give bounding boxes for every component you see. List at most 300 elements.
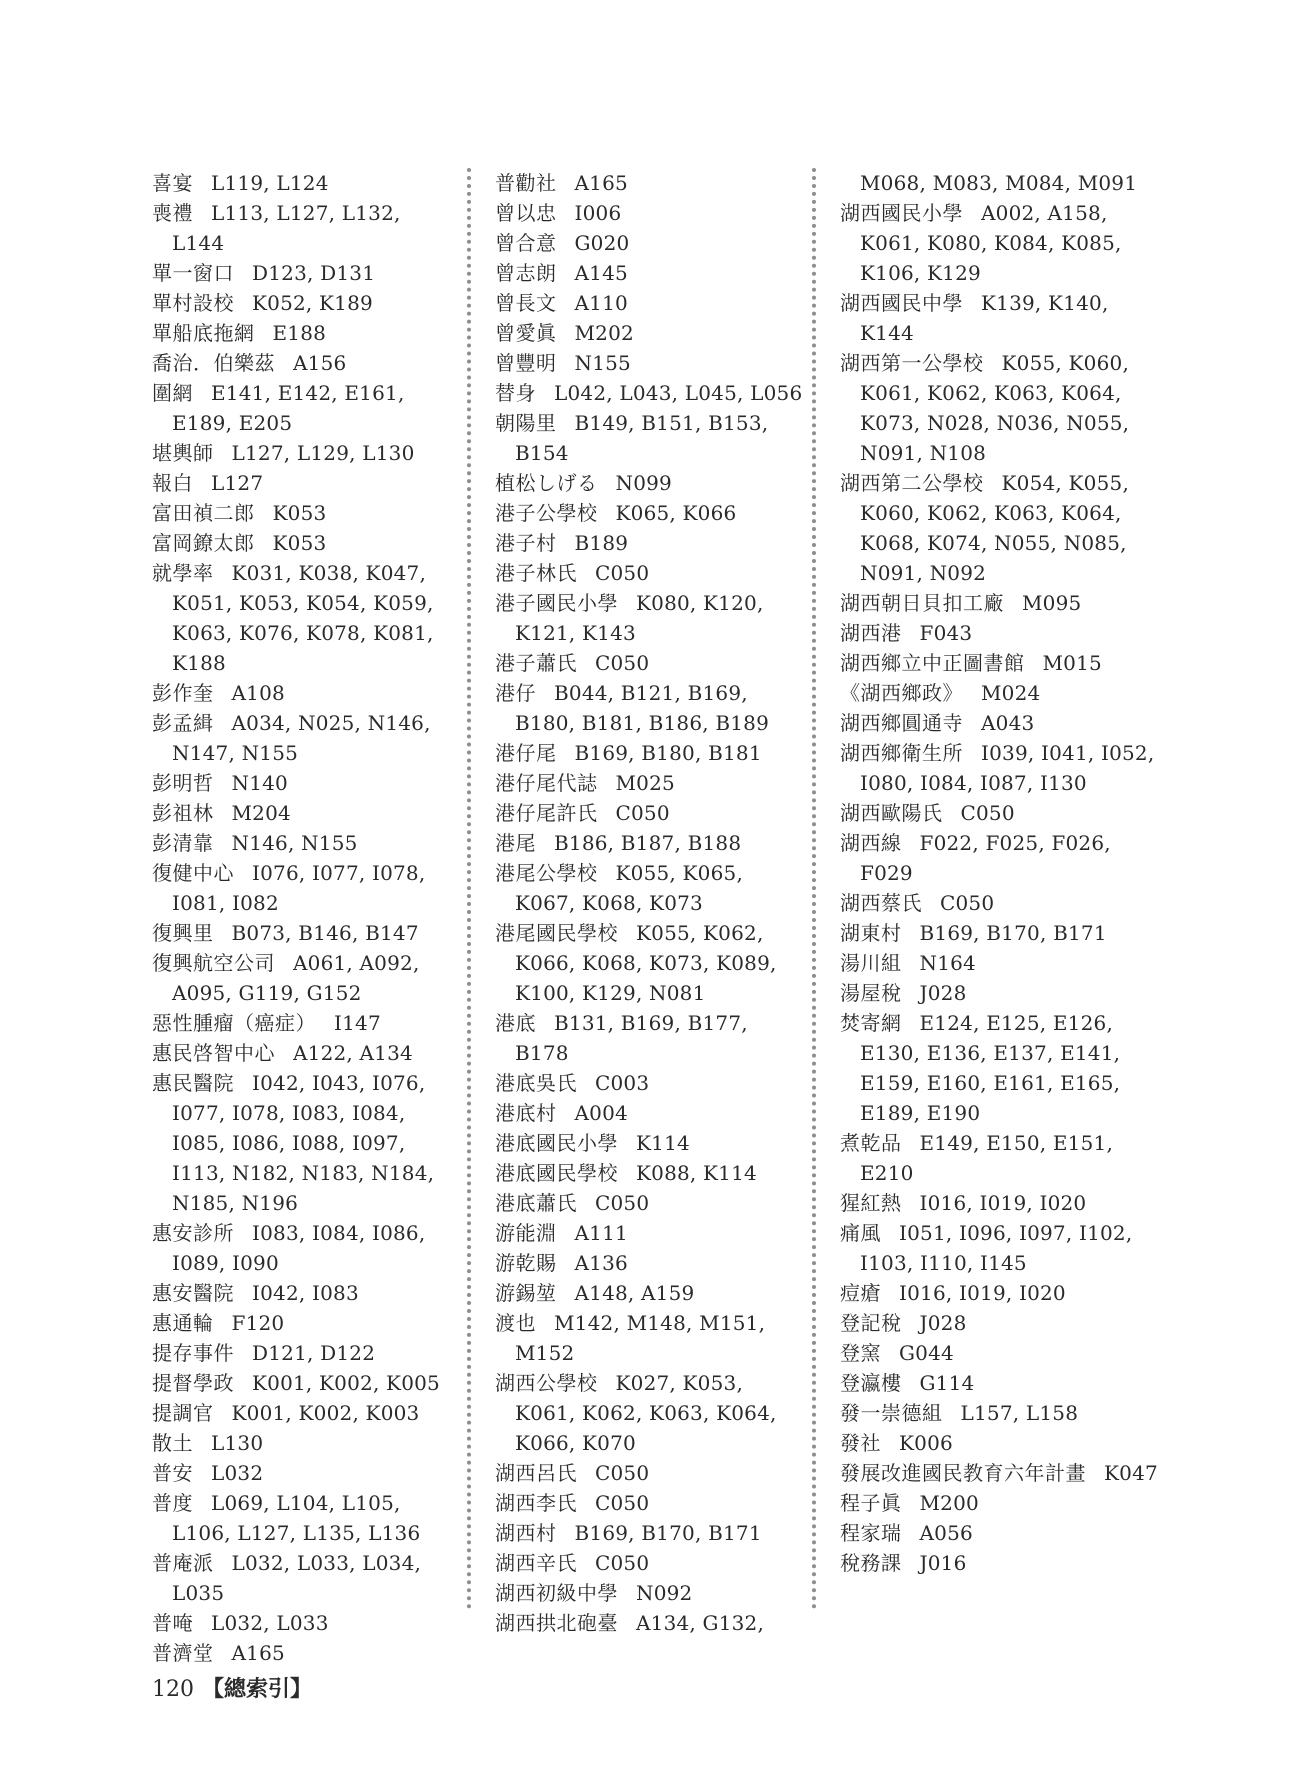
index-entry [495, 858, 805, 918]
index-refs: B169, B180, B181 [574, 741, 762, 765]
index-entry [152, 798, 452, 828]
index-refs: I006 [574, 201, 622, 225]
index-entry [152, 258, 452, 288]
index-refs: L032, L033 [211, 1611, 329, 1635]
index-term: 港子林氏 [495, 561, 577, 585]
index-refs: K065, K066 [615, 501, 737, 525]
index-entry [495, 348, 805, 378]
index-term: 湖西鄉衛生所 [840, 741, 963, 765]
index-refs: L130 [211, 1431, 264, 1455]
index-entry [152, 1008, 452, 1038]
index-refs: D121, D122 [252, 1341, 376, 1365]
index-refs: K088, K114 [636, 1161, 757, 1185]
index-entry [152, 558, 452, 678]
index-refs: A004 [574, 1101, 628, 1125]
index-term: 港底 [495, 1011, 536, 1035]
page-number: 120 [152, 1677, 194, 1702]
index-entry [840, 1398, 1160, 1428]
index-term: 湖西村 [495, 1521, 557, 1545]
index-entry [152, 528, 452, 558]
index-term: 普度 [152, 1491, 193, 1515]
index-refs: I039, I041, I052, I080, I084, I087, I130 [860, 741, 1155, 795]
index-term: 湯川組 [840, 951, 902, 975]
index-term: 港子村 [495, 531, 557, 555]
index-entry [840, 1188, 1160, 1218]
index-term: 程子眞 [840, 1491, 902, 1515]
index-term: 痛風 [840, 1221, 881, 1245]
index-term: 普濟堂 [152, 1641, 214, 1665]
index-term: 惠民醫院 [152, 1071, 234, 1095]
index-term: 就學率 [152, 561, 214, 585]
index-refs: A061, A092, A095, G119, G152 [172, 951, 420, 1005]
index-refs: I042, I043, I076, I077, I078, I083, I084, I085, I086, I088, I097, I113, N182, N183, N184, N185, N196 [172, 1071, 435, 1215]
index-refs: C003 [595, 1071, 650, 1095]
index-entry [840, 1458, 1160, 1488]
index-refs: L119, L124 [211, 171, 329, 195]
index-entry [495, 1128, 805, 1158]
index-refs: L157, L158 [960, 1401, 1079, 1425]
index-entry [495, 288, 805, 318]
index-entry [152, 1398, 452, 1428]
index-entry [152, 168, 452, 198]
index-entry [840, 1428, 1160, 1458]
index-entry [495, 168, 805, 198]
index-entry [495, 1068, 805, 1098]
index-term: 湖西國民小學 [840, 201, 963, 225]
index-term: 提調官 [152, 1401, 214, 1425]
index-entry [495, 468, 805, 498]
index-refs: N155 [574, 351, 631, 375]
index-refs: K001, K002, K003 [231, 1401, 420, 1425]
index-refs: A122, A134 [293, 1041, 413, 1065]
index-term: 湖西第二公學校 [840, 471, 984, 495]
index-refs: A136 [574, 1251, 628, 1275]
index-refs: N099 [615, 471, 672, 495]
index-entry [495, 1368, 805, 1458]
page-footer [152, 1674, 312, 1705]
index-entry [495, 1308, 805, 1368]
index-term: 堪輿師 [152, 441, 214, 465]
index-refs: B186, B187, B188 [554, 831, 742, 855]
index-term: 港底吳氏 [495, 1071, 577, 1095]
index-column-2 [495, 168, 805, 1638]
index-term: 湖西第一公學校 [840, 351, 984, 375]
index-entry [495, 798, 805, 828]
index-entry [152, 948, 452, 1008]
index-refs: M068, M083, M084, M091 [860, 171, 1138, 195]
index-term: 普勸社 [495, 171, 557, 195]
index-refs: K080, K120, K121, K143 [515, 591, 764, 645]
index-refs: K053 [272, 531, 327, 555]
index-term: 報白 [152, 471, 193, 495]
index-refs: N092 [636, 1581, 693, 1605]
index-entry [152, 678, 452, 708]
index-term: 港尾國民學校 [495, 921, 618, 945]
index-entry [152, 498, 452, 528]
index-refs: K055, K060, K061, K062, K063, K064, K073, N028, N036, N055, N091, N108 [860, 351, 1130, 465]
index-refs: G114 [919, 1371, 975, 1395]
index-term: 植松しげる [495, 471, 598, 495]
index-refs: K055, K065, K067, K068, K073 [515, 861, 744, 915]
index-refs: M204 [231, 801, 291, 825]
index-term: 湖西港 [840, 621, 902, 645]
index-entry [152, 1038, 452, 1068]
index-term: 彭孟緝 [152, 711, 214, 735]
index-entry [495, 1218, 805, 1248]
index-entry [152, 918, 452, 948]
index-term: 港底村 [495, 1101, 557, 1125]
index-term: 復興里 [152, 921, 214, 945]
index-column-1 [152, 168, 452, 1668]
index-entry [152, 378, 452, 438]
index-refs: M015 [1042, 651, 1102, 675]
index-entry [152, 1278, 452, 1308]
index-refs: A002, A158, K061, K080, K084, K085, K106, K129 [860, 201, 1122, 285]
index-term: 發展改進國民教育六年計畫 [840, 1461, 1086, 1485]
index-term: 稅務課 [840, 1551, 902, 1575]
index-entry [495, 738, 805, 768]
index-entry [840, 1548, 1160, 1578]
index-entry [152, 1458, 452, 1488]
index-refs: M095 [1022, 591, 1082, 615]
index-term: 渡也 [495, 1311, 536, 1335]
index-entry [495, 1008, 805, 1068]
index-refs: K031, K038, K047, K051, K053, K054, K059, K063, K076, K078, K081, K188 [172, 561, 434, 675]
index-refs: J016 [919, 1551, 967, 1575]
index-refs: M025 [615, 771, 675, 795]
index-refs: I051, I096, I097, I102, I103, I110, I145 [860, 1221, 1133, 1275]
index-term: 港底國民學校 [495, 1161, 618, 1185]
index-term: 港仔尾許氏 [495, 801, 598, 825]
index-term: 港底國民小學 [495, 1131, 618, 1155]
index-refs: C050 [595, 1461, 650, 1485]
index-entry [495, 768, 805, 798]
index-refs: L042, L043, L045, L056 [554, 381, 803, 405]
index-entry [840, 588, 1160, 618]
index-refs: B073, B146, B147 [231, 921, 419, 945]
index-refs: G044 [899, 1341, 954, 1365]
index-entry [495, 1458, 805, 1488]
index-entry [840, 1338, 1160, 1368]
index-term: 湖西歐陽氏 [840, 801, 943, 825]
index-entry [840, 1128, 1160, 1188]
index-refs: B189 [574, 531, 629, 555]
index-refs: K053 [272, 501, 327, 525]
index-refs: I076, I077, I078, I081, I082 [172, 861, 426, 915]
index-refs: A056 [919, 1521, 973, 1545]
index-refs: A034, N025, N146, N147, N155 [172, 711, 431, 765]
index-term: 港子國民小學 [495, 591, 618, 615]
index-entry [495, 1098, 805, 1128]
index-entry [152, 1488, 452, 1548]
index-term: 富田禎二郎 [152, 501, 255, 525]
index-term: 單船底拖網 [152, 321, 255, 345]
index-term: 復興航空公司 [152, 951, 275, 975]
column-divider [467, 168, 471, 1610]
index-term: 單一窗口 [152, 261, 234, 285]
index-refs: K027, K053, K061, K062, K063, K064, K066, K070 [515, 1371, 777, 1455]
index-refs: I016, I019, I020 [899, 1281, 1066, 1305]
index-entry [840, 198, 1160, 288]
index-entry [840, 678, 1160, 708]
index-term: 普庵派 [152, 1551, 214, 1575]
index-entry [840, 888, 1160, 918]
index-refs: C050 [595, 1191, 650, 1215]
index-refs: B044, B121, B169, B180, B181, B186, B189 [515, 681, 770, 735]
index-entry [495, 498, 805, 528]
index-term: 煮乾品 [840, 1131, 902, 1155]
index-term: 焚寄網 [840, 1011, 902, 1035]
index-term: 《湖西鄉政》 [840, 681, 963, 705]
index-term: 替身 [495, 381, 536, 405]
index-term: 散土 [152, 1431, 193, 1455]
index-entry [495, 648, 805, 678]
index-entry [495, 1578, 805, 1608]
section-title: 【總索引】 [202, 1676, 313, 1702]
index-term: 湖西鄉立中正圖書館 [840, 651, 1025, 675]
index-refs: A156 [293, 351, 347, 375]
index-entry [152, 288, 452, 318]
index-term: 惡性腫瘤（癌症） [152, 1011, 316, 1035]
index-term: 港子公學校 [495, 501, 598, 525]
index-refs: A148, A159 [574, 1281, 695, 1305]
index-term: 湖西初級中學 [495, 1581, 618, 1605]
index-term: 港尾公學校 [495, 861, 598, 885]
index-entry [840, 1488, 1160, 1518]
index-term: 普安 [152, 1461, 193, 1485]
index-refs: G020 [574, 231, 630, 255]
index-refs: K114 [636, 1131, 690, 1155]
index-term: 惠通輪 [152, 1311, 214, 1335]
index-refs: K001, K002, K005 [252, 1371, 440, 1395]
index-entry [495, 828, 805, 858]
index-refs: A165 [231, 1641, 285, 1665]
index-entry [152, 1368, 452, 1398]
index-term: 痘瘡 [840, 1281, 881, 1305]
index-refs: M024 [981, 681, 1041, 705]
index-entry [495, 588, 805, 648]
index-term: 港子蕭氏 [495, 651, 577, 675]
index-refs: L113, L127, L132, L144 [172, 201, 401, 255]
index-term: 單村設校 [152, 291, 234, 315]
index-term: 湖西拱北砲臺 [495, 1611, 618, 1635]
index-term: 游乾賜 [495, 1251, 557, 1275]
index-refs: B169, B170, B171 [919, 921, 1107, 945]
index-term: 朝陽里 [495, 411, 557, 435]
index-refs: L032, L033, L034, L035 [172, 1551, 422, 1605]
index-refs: C050 [595, 651, 650, 675]
index-refs: N140 [231, 771, 288, 795]
index-refs: K054, K055, K060, K062, K063, K064, K068, K074, N055, N085, N091, N092 [860, 471, 1130, 585]
index-term: 游錫堃 [495, 1281, 557, 1305]
index-entry [152, 1338, 452, 1368]
index-term: 港仔尾 [495, 741, 557, 765]
index-entry [495, 258, 805, 288]
index-refs: M142, M148, M151, M152 [515, 1311, 766, 1365]
index-term: 湖西呂氏 [495, 1461, 577, 1485]
index-entry [495, 1518, 805, 1548]
index-term: 曾志朗 [495, 261, 557, 285]
index-term: 發一崇德組 [840, 1401, 943, 1425]
index-refs: E149, E150, E151, E210 [860, 1131, 1114, 1185]
index-entry [495, 1248, 805, 1278]
index-refs: A108 [231, 681, 285, 705]
index-entry [495, 528, 805, 558]
index-term: 普唵 [152, 1611, 193, 1635]
index-term: 港底蕭氏 [495, 1191, 577, 1215]
index-term: 港尾 [495, 831, 536, 855]
index-entry [152, 318, 452, 348]
index-refs: J028 [919, 1311, 967, 1335]
index-term: 登瀛樓 [840, 1371, 902, 1395]
index-term: 曾豐明 [495, 351, 557, 375]
index-refs: M200 [919, 1491, 979, 1515]
index-refs: C050 [940, 891, 995, 915]
index-term: 程家瑞 [840, 1521, 902, 1545]
index-term: 港仔尾代誌 [495, 771, 598, 795]
index-entry [152, 198, 452, 258]
index-refs: B131, B169, B177, B178 [515, 1011, 748, 1065]
index-term: 惠民啓智中心 [152, 1041, 275, 1065]
index-refs: M202 [574, 321, 634, 345]
index-refs: I042, I083 [252, 1281, 359, 1305]
index-entry [495, 1278, 805, 1308]
index-entry [495, 1158, 805, 1188]
index-term: 惠安醫院 [152, 1281, 234, 1305]
index-refs: K047 [1104, 1461, 1158, 1485]
index-refs: B149, B151, B153, B154 [515, 411, 769, 465]
index-refs: I083, I084, I086, I089, I090 [172, 1221, 426, 1275]
index-refs: E188 [272, 321, 327, 345]
index-term: 發社 [840, 1431, 881, 1455]
index-term: 港仔 [495, 681, 536, 705]
index-entry [840, 1218, 1160, 1278]
index-refs: L127 [211, 471, 264, 495]
index-term: 湖西朝日貝扣工廠 [840, 591, 1004, 615]
index-entry [495, 1608, 805, 1638]
index-refs: E124, E125, E126, E130, E136, E137, E141, E159, E160, E161, E165, E189, E190 [860, 1011, 1121, 1125]
index-refs: K052, K189 [252, 291, 373, 315]
index-column-3 [840, 168, 1160, 1578]
index-term: 曾愛眞 [495, 321, 557, 345]
index-term: 惠安診所 [152, 1221, 234, 1245]
index-entry [152, 768, 452, 798]
index-refs: F120 [231, 1311, 285, 1335]
index-refs: A043 [981, 711, 1035, 735]
index-refs: E141, E142, E161, E189, E205 [172, 381, 405, 435]
index-refs: C050 [595, 1491, 650, 1515]
index-refs: F043 [919, 621, 973, 645]
index-refs: L069, L104, L105, L106, L127, L135, L136 [172, 1491, 421, 1545]
index-entry [840, 288, 1160, 348]
index-term: 湖西鄉圓通寺 [840, 711, 963, 735]
index-term: 曾長文 [495, 291, 557, 315]
index-entry [840, 1518, 1160, 1548]
index-entry [840, 798, 1160, 828]
index-refs: C050 [595, 1551, 650, 1575]
index-entry [840, 1278, 1160, 1308]
index-entry [495, 558, 805, 588]
index-term: 湖東村 [840, 921, 902, 945]
index-term: 登記稅 [840, 1311, 902, 1335]
index-entry [152, 1308, 452, 1338]
index-term: 曾合意 [495, 231, 557, 255]
index-refs: N164 [919, 951, 976, 975]
index-refs: C050 [960, 801, 1015, 825]
index-term: 富岡鐐太郎 [152, 531, 255, 555]
index-entry [840, 1308, 1160, 1338]
index-term: 湯屋稅 [840, 981, 902, 1005]
index-refs: A111 [574, 1221, 628, 1245]
column-divider [812, 168, 816, 1610]
index-refs: D123, D131 [252, 261, 376, 285]
index-term: 曾以忠 [495, 201, 557, 225]
index-entry [840, 708, 1160, 738]
index-entry [840, 1368, 1160, 1398]
index-entry [840, 618, 1160, 648]
index-entry [152, 468, 452, 498]
index-entry [840, 168, 1160, 198]
index-refs: K006 [899, 1431, 953, 1455]
index-entry [152, 858, 452, 918]
index-term: 提督學政 [152, 1371, 234, 1395]
index-refs: C050 [595, 561, 650, 585]
index-entry [495, 678, 805, 738]
index-refs: C050 [615, 801, 670, 825]
index-entry [495, 1488, 805, 1518]
index-entry [495, 1188, 805, 1218]
index-term: 喜宴 [152, 171, 193, 195]
index-term: 湖西公學校 [495, 1371, 598, 1395]
index-entry [152, 1218, 452, 1278]
index-term: 猩紅熱 [840, 1191, 902, 1215]
index-entry [495, 228, 805, 258]
index-entry [152, 1428, 452, 1458]
index-entry [152, 438, 452, 468]
index-refs: L032 [211, 1461, 264, 1485]
index-entry [152, 348, 452, 378]
index-refs: N146, N155 [231, 831, 358, 855]
index-refs: A110 [574, 291, 628, 315]
index-term: 提存事件 [152, 1341, 234, 1365]
index-entry [495, 318, 805, 348]
index-term: 湖西線 [840, 831, 902, 855]
index-refs: K055, K062, K066, K068, K073, K089, K100, K129, N081 [515, 921, 777, 1005]
index-entry [840, 948, 1160, 978]
index-refs: K139, K140, K144 [860, 291, 1109, 345]
index-entry [152, 1638, 452, 1668]
index-entry [840, 648, 1160, 678]
index-term: 湖西李氏 [495, 1491, 577, 1515]
index-refs: B169, B170, B171 [574, 1521, 762, 1545]
index-refs: F022, F025, F026, F029 [860, 831, 1111, 885]
index-entry [840, 1008, 1160, 1128]
index-term: 湖西國民中學 [840, 291, 963, 315]
index-term: 湖西辛氏 [495, 1551, 577, 1575]
index-refs: A134, G132, [636, 1611, 765, 1635]
index-term: 復健中心 [152, 861, 234, 885]
index-term: 游能淵 [495, 1221, 557, 1245]
index-entry [495, 378, 805, 408]
index-entry [840, 348, 1160, 468]
index-entry [152, 1068, 452, 1218]
index-entry [840, 468, 1160, 588]
index-entry [840, 828, 1160, 888]
index-term: 喪禮 [152, 201, 193, 225]
index-term: 彭作奎 [152, 681, 214, 705]
index-term: 登窯 [840, 1341, 881, 1365]
index-entry [152, 1548, 452, 1608]
